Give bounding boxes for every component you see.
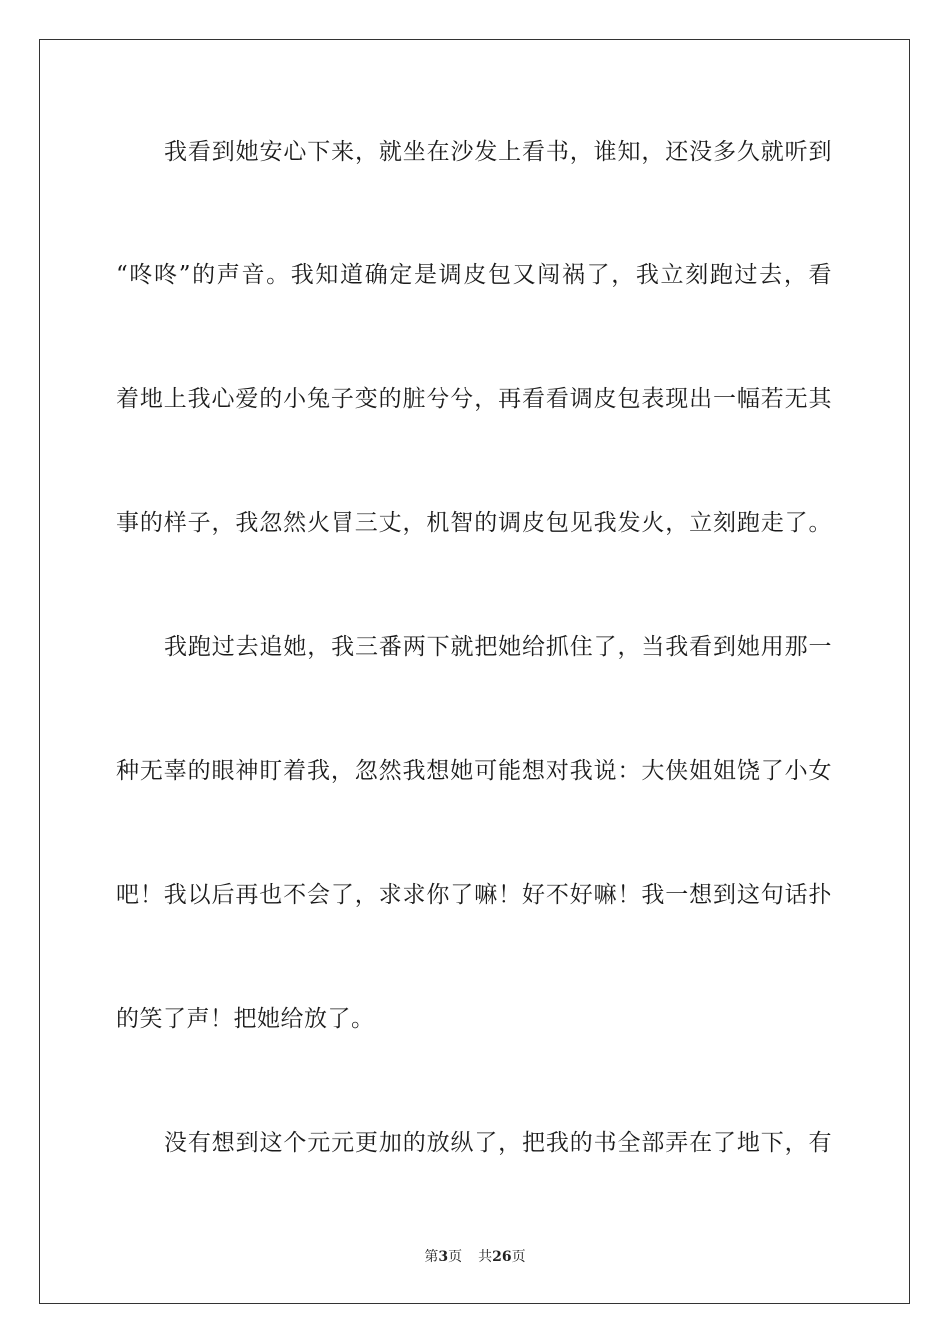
page-prefix: 第	[424, 1249, 439, 1265]
total-pages: 26	[492, 1249, 512, 1265]
page-border	[39, 39, 910, 1304]
page-number: 3	[438, 1249, 449, 1265]
text-line: “咚咚”的声音。我知道确定是调皮包又闯祸了，我立刻跑过去，看	[116, 262, 832, 288]
text-line: 没有想到这个元元更加的放纵了，把我的书全部弄在了地下，有	[164, 1130, 832, 1156]
page-suffix: 页	[448, 1249, 463, 1265]
total-prefix: 共	[478, 1249, 493, 1265]
text-line: 我跑过去追她，我三番两下就把她给抓住了，当我看到她用那一	[164, 634, 832, 660]
text-line: 的笑了声！把她给放了。	[116, 1006, 375, 1032]
text-line: 我看到她安心下来，就坐在沙发上看书，谁知，还没多久就听到	[164, 139, 832, 165]
total-suffix: 页	[511, 1249, 526, 1265]
text-line: 事的样子，我忽然火冒三丈，机智的调皮包见我发火，立刻跑走了。	[116, 510, 832, 536]
text-line: 种无辜的眼神盯着我，忽然我想她可能想对我说：大侠姐姐饶了小女	[116, 758, 832, 784]
page-footer	[0, 1247, 950, 1267]
text-line: 着地上我心爱的小兔子变的脏兮兮，再看看调皮包表现出一幅若无其	[116, 386, 832, 412]
text-line: 吧！我以后再也不会了，求求你了嘛！好不好嘛！我一想到这句话扑	[116, 882, 832, 908]
